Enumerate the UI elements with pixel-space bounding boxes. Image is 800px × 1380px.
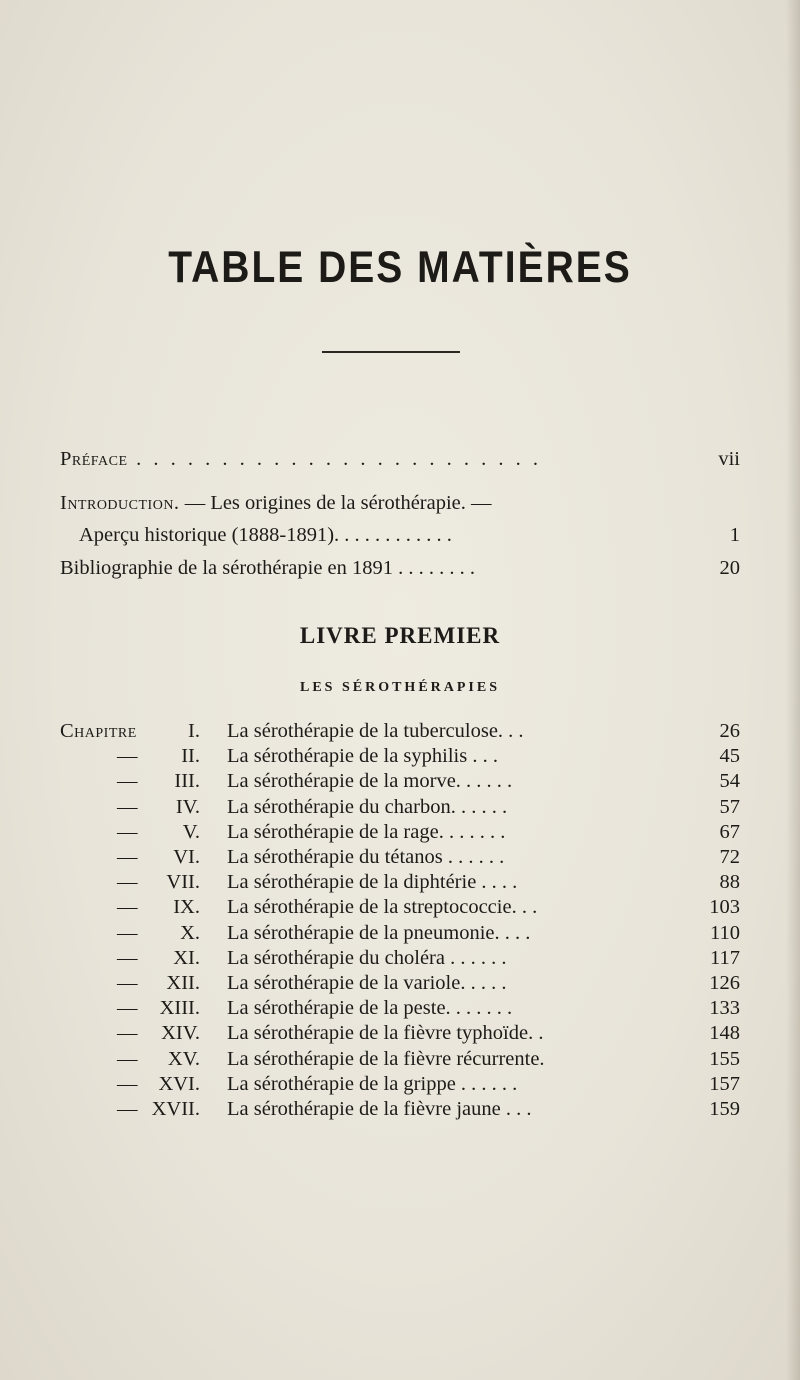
chapter-row bbox=[60, 997, 740, 1025]
chapter-title: La sérothérapie de la fièvre typhoïde. . bbox=[227, 1022, 544, 1045]
chapter-row bbox=[60, 720, 740, 748]
chapter-number: IX. bbox=[173, 896, 200, 919]
title-rule bbox=[322, 351, 460, 353]
chapter-row bbox=[60, 896, 740, 924]
ditto-dash: — bbox=[117, 896, 138, 919]
chapter-title: La sérothérapie de la variole. . . . . bbox=[227, 972, 507, 994]
ditto-dash: — bbox=[117, 1072, 138, 1095]
ditto-dash: — bbox=[117, 1022, 138, 1045]
chapter-title: La sérothérapie de la fièvre récurrente. bbox=[227, 1047, 545, 1070]
chapter-page: 45 bbox=[719, 745, 740, 768]
chapter-title: La sérothérapie de la pneumonie. . . . bbox=[227, 921, 531, 944]
book-subtitle: LES SÉROTHÉRAPIES bbox=[300, 680, 500, 695]
ditto-dash: — bbox=[117, 770, 138, 793]
chapter-number: XIII. bbox=[159, 997, 200, 1020]
ditto-dash: — bbox=[117, 820, 138, 843]
chapter-page: 159 bbox=[709, 1098, 740, 1120]
chapter-row bbox=[60, 947, 740, 975]
entry-page: 1 bbox=[729, 524, 740, 546]
chapter-number: VII. bbox=[166, 871, 200, 894]
ditto-dash: — bbox=[117, 946, 138, 969]
chapter-page: 67 bbox=[719, 820, 740, 843]
chapter-row bbox=[60, 846, 740, 874]
chapter-row bbox=[60, 922, 740, 950]
chapter-row bbox=[60, 1048, 740, 1076]
leader-dots: . . . . . . . . . . . . . . . . . . . . . . . . bbox=[127, 448, 542, 470]
entry-text: Bibliographie de la sérothérapie en 1891 . . . . . . . . bbox=[60, 557, 476, 579]
chapter-title: La sérothérapie de la morve. . . . . . bbox=[227, 770, 513, 793]
ditto-dash: — bbox=[117, 972, 138, 994]
chapter-page: 155 bbox=[709, 1047, 740, 1070]
chapter-page: 26 bbox=[719, 720, 740, 742]
chapter-page: 54 bbox=[719, 770, 740, 793]
chapter-row bbox=[60, 770, 740, 798]
chapter-title: La sérothérapie de la peste. . . . . . . bbox=[227, 997, 513, 1020]
chapter-page: 148 bbox=[709, 1022, 740, 1045]
chapter-row bbox=[60, 972, 740, 1000]
chapter-number: I. bbox=[188, 720, 200, 742]
chapter-row bbox=[60, 871, 740, 899]
page-title: TABLE DES MATIÈRES bbox=[168, 242, 632, 293]
toc-entry-preface bbox=[60, 448, 740, 478]
toc-entry-bibliographie bbox=[60, 557, 740, 587]
toc-entry-introduction bbox=[60, 492, 740, 522]
chapter-number: XV. bbox=[167, 1047, 200, 1070]
chapter-page: 133 bbox=[709, 997, 740, 1020]
ditto-dash: — bbox=[117, 921, 138, 944]
ditto-dash: — bbox=[117, 997, 138, 1020]
chapter-title: La sérothérapie de la diphtérie . . . . bbox=[227, 871, 518, 894]
toc-entry-introduction-cont bbox=[79, 524, 740, 554]
entry-label: Introduction. bbox=[60, 492, 180, 514]
chapter-number: IV. bbox=[175, 795, 200, 818]
entry-text: Aperçu historique (1888-1891). . . . . . . . . . . . bbox=[79, 524, 452, 546]
chapter-page: 126 bbox=[709, 972, 740, 994]
ditto-dash: — bbox=[117, 745, 138, 768]
chapter-title: La sérothérapie de la tuberculose. . . bbox=[227, 720, 524, 742]
chapter-title: La sérothérapie du choléra . . . . . . bbox=[227, 946, 507, 969]
chapter-number: III. bbox=[174, 770, 200, 793]
chapter-number: XVI. bbox=[158, 1072, 200, 1095]
chapter-page: 72 bbox=[719, 846, 740, 868]
chapter-number: XII. bbox=[166, 972, 200, 994]
chapter-title: La sérothérapie de la syphilis . . . bbox=[227, 745, 498, 768]
chapter-number: V. bbox=[182, 820, 200, 843]
chapter-page: 110 bbox=[710, 921, 740, 944]
entry-page: vii bbox=[718, 448, 740, 470]
chapter-row bbox=[60, 796, 740, 824]
chapter-row bbox=[60, 1098, 740, 1126]
ditto-dash: — bbox=[117, 1098, 138, 1120]
chapter-row bbox=[60, 745, 740, 773]
chapter-page: 57 bbox=[719, 795, 740, 818]
entry-text: — Les origines de la sérothérapie. — bbox=[179, 492, 492, 514]
chapter-page: 157 bbox=[709, 1072, 740, 1095]
chapter-title: La sérothérapie de la rage. . . . . . . bbox=[227, 820, 506, 843]
ditto-dash: — bbox=[117, 871, 138, 894]
ditto-dash: — bbox=[117, 846, 138, 868]
chapter-row bbox=[60, 821, 740, 849]
chapter-page: 117 bbox=[710, 946, 740, 969]
chapter-number: XIV. bbox=[161, 1022, 200, 1045]
chapter-title: La sérothérapie de la grippe . . . . . . bbox=[227, 1072, 518, 1095]
chapter-number: XVII. bbox=[151, 1098, 200, 1120]
book-title: LIVRE PREMIER bbox=[299, 623, 501, 648]
chapter-title: La sérothérapie du charbon. . . . . . bbox=[227, 795, 508, 818]
chapter-page: 88 bbox=[719, 871, 740, 894]
chapter-number: XI. bbox=[173, 946, 200, 969]
chapter-word: Chapitre bbox=[60, 720, 137, 742]
ditto-dash: — bbox=[117, 1047, 138, 1070]
chapter-page: 103 bbox=[709, 896, 740, 919]
chapter-title: La sérothérapie du tétanos . . . . . . bbox=[227, 846, 505, 868]
chapter-number: VI. bbox=[173, 846, 200, 868]
entry-page: 20 bbox=[719, 557, 740, 579]
chapter-number: II. bbox=[181, 745, 200, 768]
entry-label: Préface bbox=[60, 448, 128, 470]
chapter-row bbox=[60, 1073, 740, 1101]
chapter-row bbox=[60, 1022, 740, 1050]
ditto-dash: — bbox=[117, 795, 138, 818]
chapter-title: La sérothérapie de la streptococcie. . . bbox=[227, 896, 538, 919]
chapter-number: X. bbox=[180, 921, 200, 944]
chapter-title: La sérothérapie de la fièvre jaune . . . bbox=[227, 1098, 532, 1120]
